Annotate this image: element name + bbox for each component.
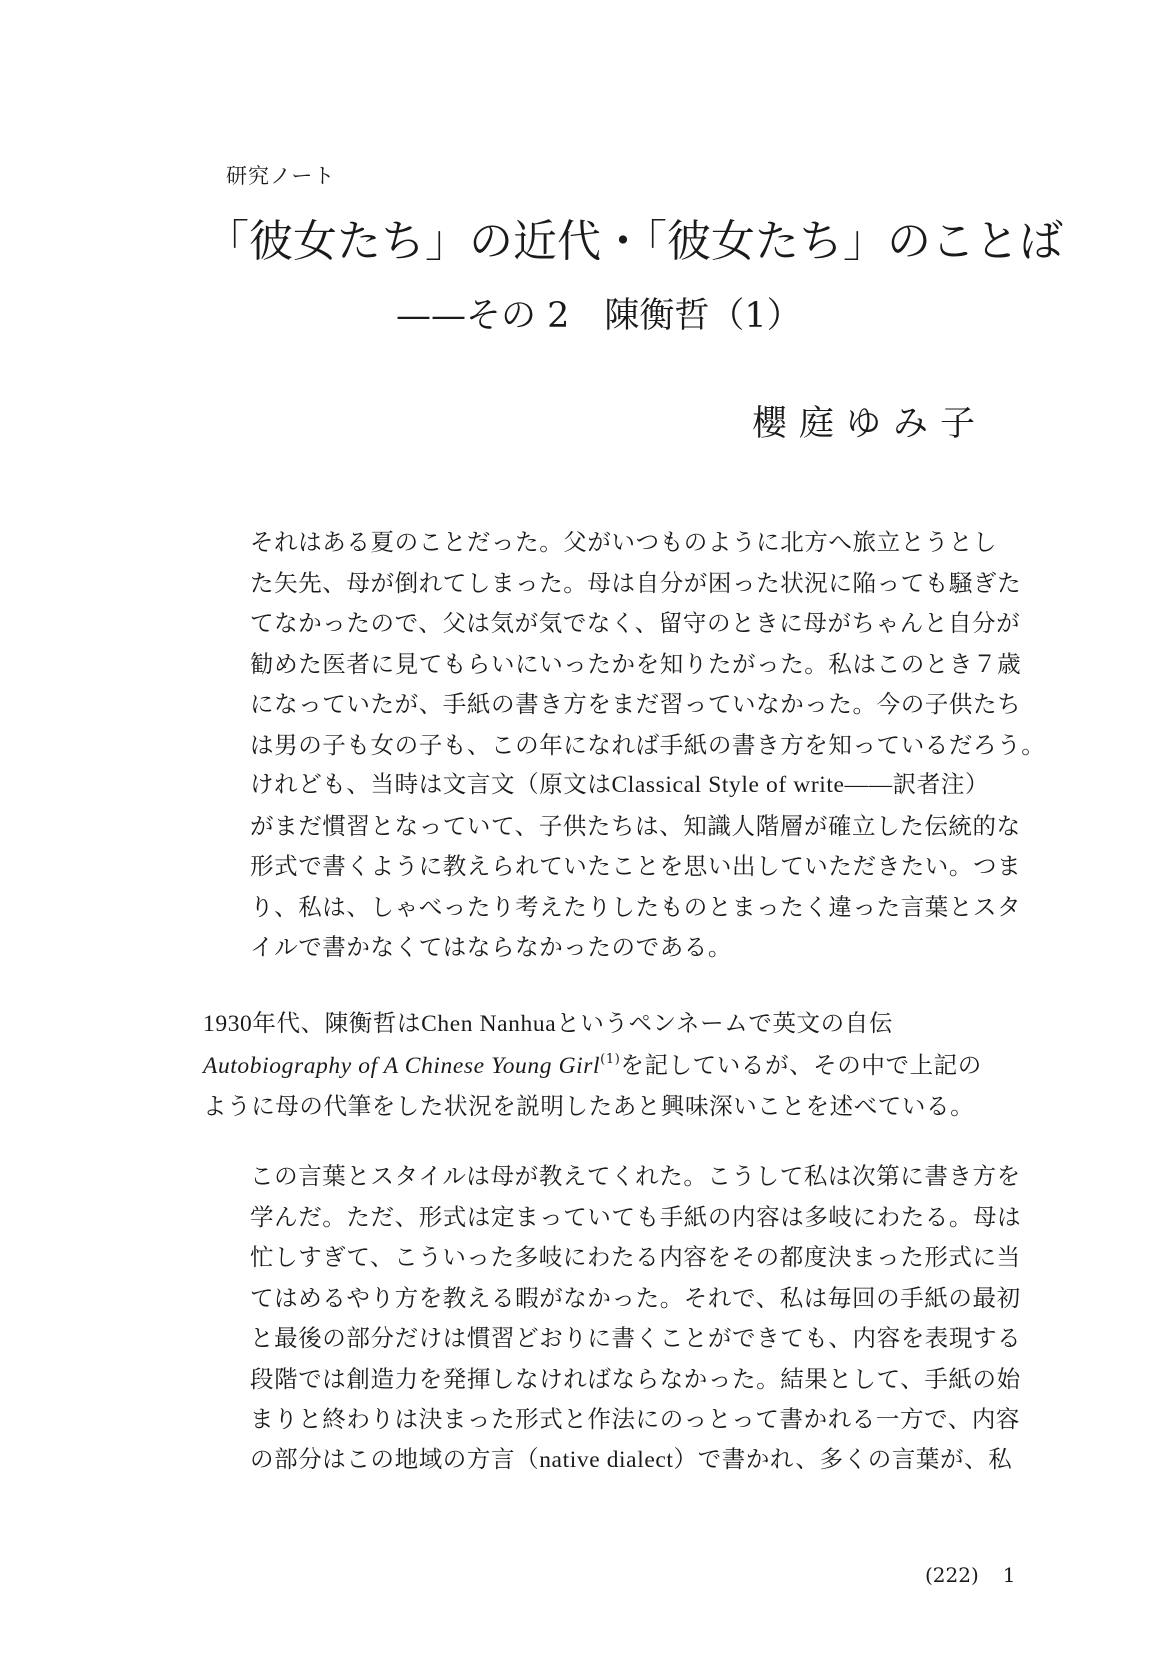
quote-line: それはある夏のことだった。父がいつものように北方へ旅立とうとし — [250, 528, 998, 556]
paragraph-line: 1930年代、陳衡哲はChen Nanhuaというペンネームで英文の自伝 — [203, 1011, 893, 1037]
quote-line: は男の子も女の子も、この年になれば手紙の書き方を知っているだろう。 — [250, 730, 1046, 759]
quote-line: と最後の部分だけは慣習どおりに書くことができても、内容を表現する — [250, 1324, 1022, 1352]
quote-line: になっていたが、手紙の書き方をまだ習っていなかった。今の子供たち — [250, 690, 1022, 718]
quote-line: てはめるやり方を教える暇がなかった。それで、私は毎回の手紙の最初 — [250, 1283, 1021, 1312]
page-footer — [925, 1563, 1016, 1587]
quote-line: けれども、当時は文言文（原文はClassical Style of write——訳者注） — [250, 772, 990, 798]
quote-line: 段階では創造力を発揮しなければならなかった。結果として、手紙の始 — [250, 1364, 1021, 1393]
block-quote-2 — [250, 1156, 1022, 1480]
section-label: 研究ノート — [226, 164, 336, 188]
article-subtitle: ——その 2 陳衡哲（1） — [396, 296, 802, 336]
quote-line: まりと終わりは決まった形式と作法にのっとって書かれる一方で、内容 — [250, 1405, 1021, 1433]
paragraph-line — [203, 1045, 1009, 1087]
quote-line: 勧めた医者に見てもらいにいったかを知りたがった。私はこのとき７歳 — [250, 649, 1022, 678]
author-name: 櫻庭ゆみ子 — [752, 404, 988, 444]
paragraph-line: ように母の代筆をした状況を説明したあと興味深いことを述べている。 — [203, 1092, 975, 1120]
volume-page-number: (222) — [925, 1563, 979, 1587]
quote-line: イルで書かなくてはならなかったのである。 — [250, 933, 732, 961]
quote-line: この言葉とスタイルは母が教えてくれた。こうして私は次第に書き方を — [250, 1162, 1021, 1190]
body-paragraph — [203, 1004, 1009, 1127]
quote-line: てなかったので、父は気が気でなく、留守のときに母がちゃんと自分が — [250, 609, 1021, 637]
quote-line: の部分はこの地域の方言（native dialect）で書かれ、多くの言葉が、私 — [250, 1446, 1013, 1473]
quote-line: た矢先、母が倒れてしまった。母は自分が困った状況に陥っても騒ぎた — [250, 568, 1022, 597]
quote-line: 忙しすぎて、こういった多岐にわたる内容をその都度決まった形式に当 — [250, 1243, 1021, 1271]
page-number: 1 — [1002, 1563, 1016, 1587]
footnote-ref[interactable]: (1) — [600, 1051, 621, 1067]
book-title: Autobiography of A Chinese Young Girl — [203, 1052, 601, 1079]
block-quote-1 — [250, 522, 1046, 968]
quote-line: がまだ慣習となっていて、子供たちは、知識人階層が確立した伝統的な — [250, 811, 1021, 840]
quote-line: 形式で書くように教えられていたことを思い出していただきたい。つま — [250, 852, 1022, 880]
paragraph-text: を記しているが、その中で上記の — [620, 1050, 982, 1079]
quote-line: 学んだ。ただ、形式は定まっていても手紙の内容は多岐にわたる。母は — [250, 1202, 1022, 1231]
article-title: 「彼女たち」の近代・「彼女たち」のことば — [205, 216, 1063, 267]
quote-line: り、私は、しゃべったり考えたりしたものとまったく違った言葉とスタ — [250, 892, 1022, 921]
